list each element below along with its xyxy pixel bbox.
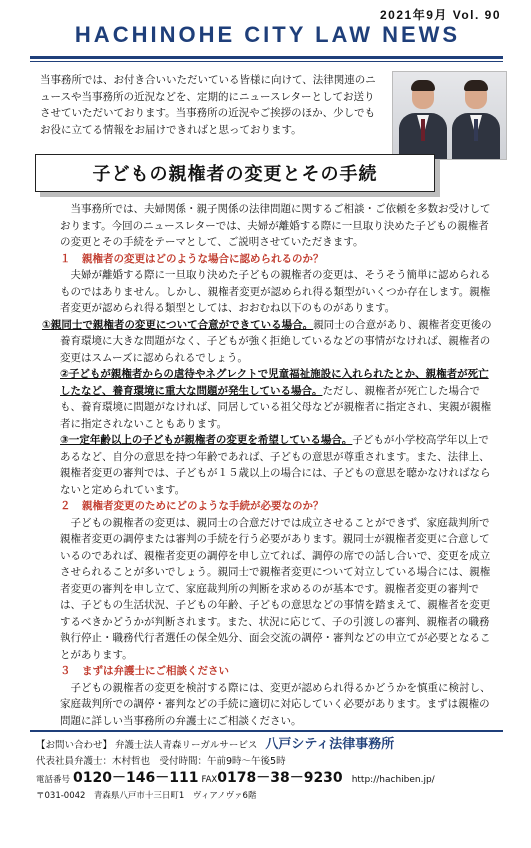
intro-text: 当事務所では、お付き合いいただいている皆様に向けて、法律関連のニュースや当事務所の近況などを、定期的にニュースレターとしてお送りさせていただいております。当事務所の近況やご挨拶のほか、少しでもお役に立てる情報をお届けできればと思っております。 bbox=[40, 74, 376, 136]
list-item: ③一定年齢以上の子どもが親権者の変更を希望している場合。子どもが小学校高学年以上であるなど、自分の意思を持つ年齢であれば、子どもの意思が尊重されます。また、法律上、親権者変更の審判では、子どもが１５歳以上の場合には、子どもの意思を聴かなければならないと定められています。 bbox=[60, 434, 491, 496]
section-heading: ３ まずは弁護士にご相談ください bbox=[60, 665, 229, 677]
newsletter-masthead: HACHINOHE CITY LAW NEWS bbox=[74, 22, 461, 47]
contact-footer bbox=[30, 730, 503, 827]
section-heading: １ 親権者の変更はどのような場合に認められるのか？ bbox=[60, 252, 324, 265]
website-link[interactable]: http://hachiben.jp/ bbox=[351, 775, 435, 785]
address: 〒031-0042 青森県八戸市十三日町1 ヴィアノヴァ6階 bbox=[36, 791, 257, 801]
fax-number: 0178－38－9230 bbox=[217, 770, 343, 786]
lawyer-figure bbox=[399, 77, 447, 159]
lawyer-figure bbox=[452, 77, 500, 159]
masthead-rule-thin bbox=[30, 61, 503, 62]
lead-paragraph: 当事務所では、夫婦関係・親子関係の法律問題に関するご相談・ご依頼を多数お受けしております。今回のニュースレターでは、夫婦が離婚する際に一旦取り決めた子どもの親権者の変更とその手続をテーマとして、ご説明させていただきます。 bbox=[60, 203, 491, 248]
article-title: 子どもの親権者の変更とその手続 bbox=[35, 154, 435, 192]
tel-label: 電話番号 bbox=[36, 775, 71, 785]
section-paragraph: 子どもの親権者の変更は、親同士の合意だけでは成立させることができず、家庭裁判所で親権者変更の調停または審判の手続を行う必要があります。親同士が親権者変更に合意しているのであれば、親権者変更の調停を申し立てれば、調停の席での話し合いで、変更を成立させられることが多いでしょう。親同士で親権者変更について対立している場合には、親権者変更の審判を申し立て、家庭裁判所の判断を求めるのが基本です。親権者変更の審判では、子どもの生活状況、子どもの年齢、子どもの意思などの事情を踏まえて、親権者を変更するべきかどうかが判断されます。また、状況に応じて、子の引渡しの審判、親権者の職務執行停止・職務代行者選任の保全処分、面会交流の調停・審判などの申立てが必要となることがあります。 bbox=[60, 516, 491, 661]
tel-number[interactable]: 0120－146－111 bbox=[73, 770, 199, 786]
article-body bbox=[42, 201, 498, 729]
section-paragraph: 子どもの親権者の変更を検討する際には、変更が認められ得るかどうかを慎重に検討し、家庭裁判所での調停・審判などの手続に適切に対応していく必要があります。まずは親権の問題に詳しい当事務所の弁護士にご相談ください。 bbox=[60, 681, 491, 727]
firm-name: 八戸シティ法律事務所 bbox=[265, 737, 395, 752]
issue-label: 2021年9月 Vol. 90 bbox=[380, 8, 501, 22]
list-item: ②子どもが親権者からの虐待やネグレクトで児童福祉施設に入れられたとか、親権者が死亡したなど、養育環境に重大な問題が発生している場合。ただし、親権者が死亡した場合でも、養育環境に問題がなければ、同居している祖父母などが親権者に指定され、実親が親権者に指定されないこともあります。 bbox=[60, 368, 492, 430]
section-paragraph: 夫婦が離婚する際に一旦取り決めた子どもの親権者の変更は、そうそう簡単に認められるものではありません。しかし、親権者変更が認められ得る類型がいくつか存在します。親権者変更が認められ得る類型としては、おおむね以下のものがあります。 bbox=[60, 269, 491, 314]
section-heading: ２ 親権者変更のためにどのような手続が必要なのか？ bbox=[60, 500, 324, 512]
masthead-rule bbox=[30, 56, 503, 59]
fax-label: FAX bbox=[201, 775, 218, 785]
lawyers-photo bbox=[392, 71, 507, 160]
list-item: ①親同士で親権者の変更について合意ができている場合。親同士の合意があり、親権者変更後の養育環境に大きな問題がなく、子どもが強く拒絶しているなどの事情がなければ、親権者の変更はスムーズに認められるでしょう。 bbox=[42, 318, 492, 364]
representative-info: 代表社員弁護士：木村哲也 受付時間：午前9時～午後5時 bbox=[36, 756, 286, 767]
contact-label: 【お問い合わせ】 弁護士法人青森リーガルサービス bbox=[36, 740, 258, 751]
